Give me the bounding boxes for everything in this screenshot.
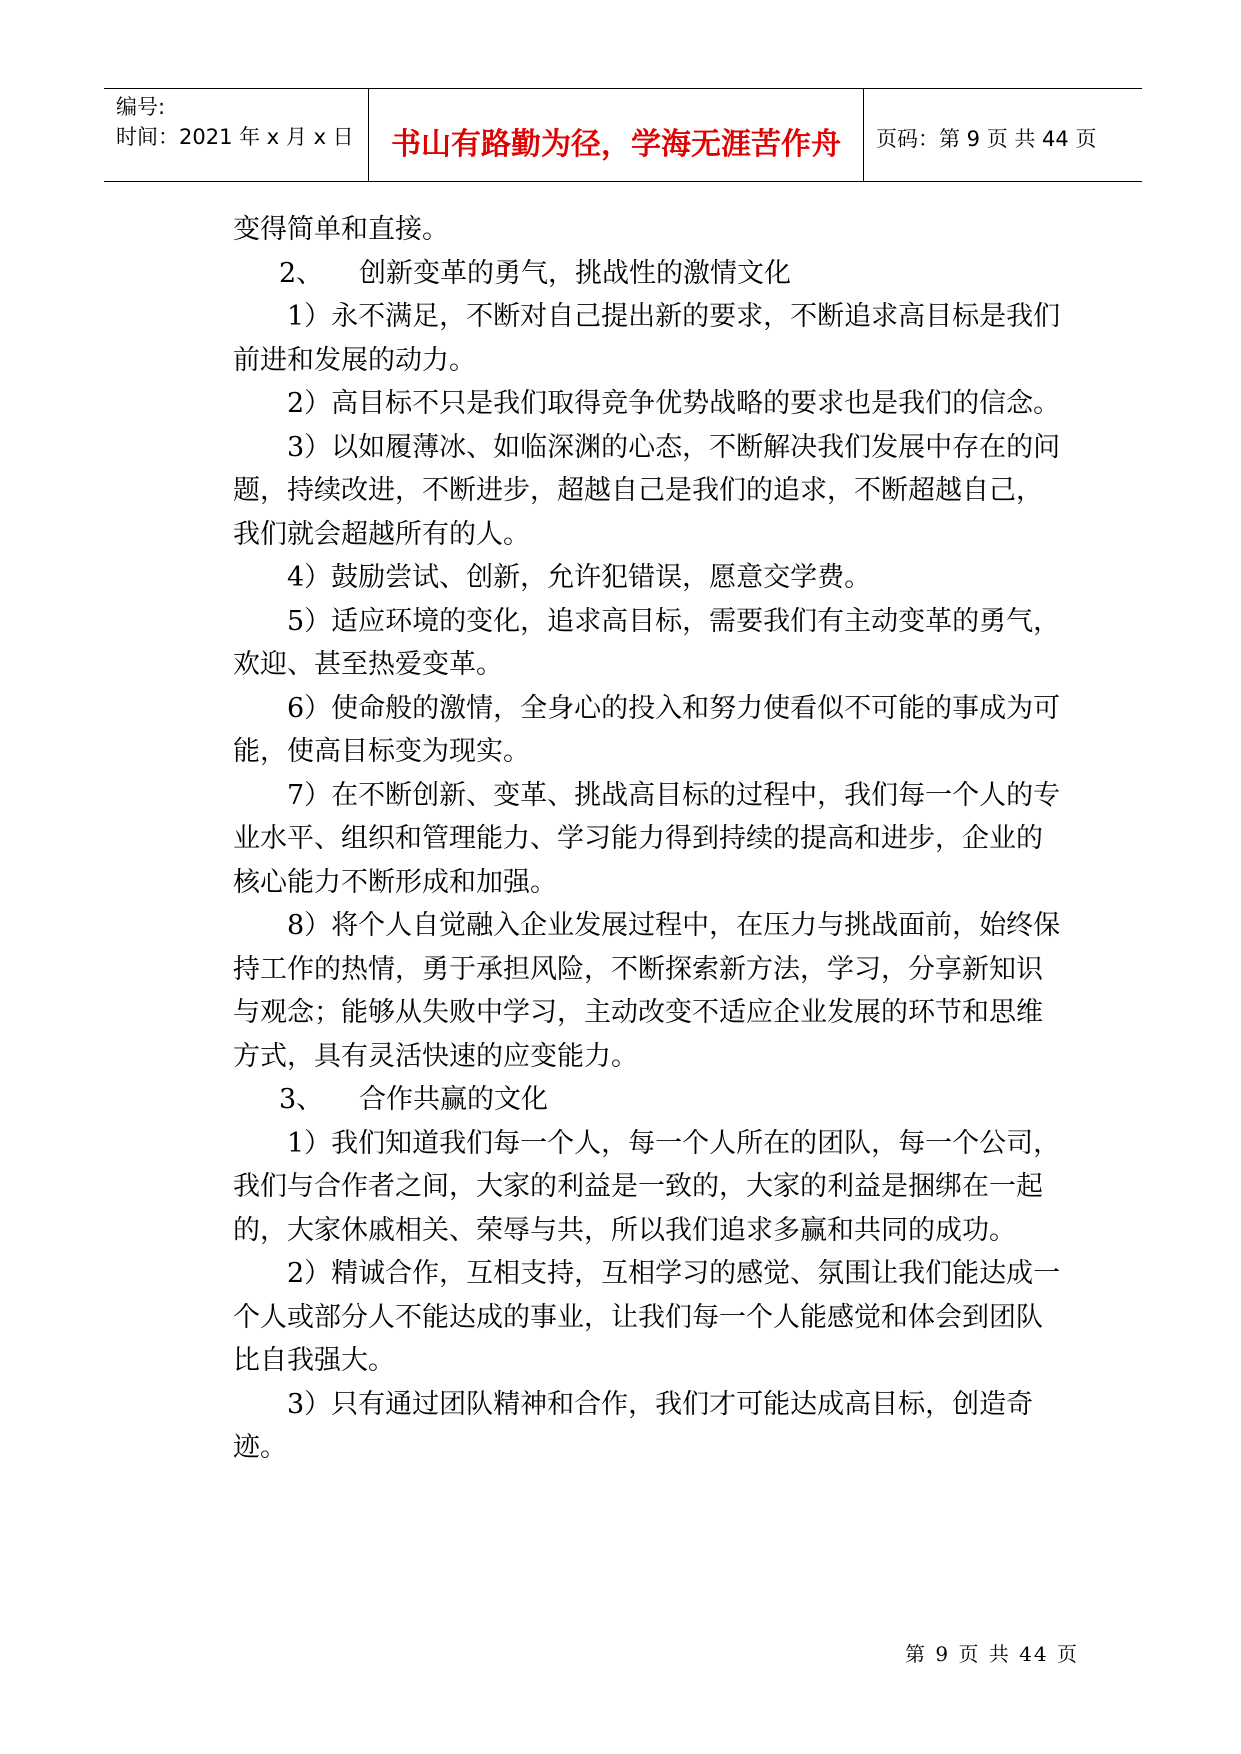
header-right-cell <box>864 89 1142 181</box>
paragraph: 4）鼓励尝试、创新，允许犯错误，愿意交学费。 <box>287 562 872 593</box>
header-left-cell <box>104 89 368 181</box>
paragraph: 3）以如履薄冰、如临深渊的心态，不断解决我们发展中存在的问题，持续改进，不断进步，超越自己是我们的追求，不断超越自己，我们就会超越所有的人。 <box>233 431 1061 550</box>
paragraph: 8）将个人自觉融入企业发展过程中，在压力与挑战面前，始终保持工作的热情，勇于承担风险，不断探索新方法，学习，分享新知识与观念；能够从失败中学习，主动改变不适应企业发展的环节和思维方式，具有灵活快速的应变能力。 <box>233 910 1061 1072</box>
page-header <box>104 88 1142 182</box>
paragraph: 2）精诚合作，互相支持，互相学习的感觉、氛围让我们能达成一个人或部分人不能达成的事业，让我们每一个人能感觉和体会到团队比自我强大。 <box>233 1258 1061 1376</box>
section-title: 合作共赢的文化 <box>359 1084 548 1115</box>
section-number: 3、 <box>279 1084 324 1115</box>
paragraph: 2）高目标不只是我们取得竞争优势战略的要求也是我们的信念。 <box>287 388 1061 419</box>
section-heading-2 <box>233 252 1061 296</box>
paragraph: 1）我们知道我们每一个人，每一个人所在的团队，每一个公司，我们与合作者之间，大家的利益是一致的，大家的利益是捆绑在一起的，大家休戚相关、荣辱与共，所以我们追求多赢和共同的成功。 <box>233 1127 1061 1246</box>
header-motto: 书山有路勤为径，学海无涯苦作舟 <box>391 127 841 162</box>
document-body <box>233 208 1061 1470</box>
paragraph: 5）适应环境的变化，追求高目标，需要我们有主动变革的勇气，欢迎、甚至热爱变革。 <box>233 605 1061 680</box>
paragraph: 变得简单和直接。 <box>233 214 449 245</box>
paragraph: 3）只有通过团队精神和合作，我们才可能达成高目标，创造奇迹。 <box>233 1388 1034 1463</box>
paragraph: 6）使命般的激情，全身心的投入和努力使看似不可能的事成为可能，使高目标变为现实。 <box>233 692 1061 767</box>
page-footer: 第 9 页 共 44 页 <box>905 1642 1079 1666</box>
section-title: 创新变革的勇气，挑战性的激情文化 <box>359 257 791 289</box>
paragraph: 1）永不满足，不断对自己提出新的要求，不断追求高目标是我们前进和发展的动力。 <box>233 301 1061 376</box>
document-number-label: 编号: <box>116 95 166 119</box>
header-middle-cell <box>368 89 864 181</box>
section-number: 2、 <box>279 257 324 289</box>
paragraph: 7）在不断创新、变革、挑战高目标的过程中，我们每一个人的专业水平、组织和管理能力、学习能力得到持续的提高和进步，企业的核心能力不断形成和加强。 <box>233 779 1061 898</box>
header-page-code: 页码：第 9 页 共 44 页 <box>876 127 1097 151</box>
document-time-label: 时间：2021 年 x 月 x 日 <box>116 125 354 149</box>
section-heading-3 <box>233 1078 1061 1122</box>
